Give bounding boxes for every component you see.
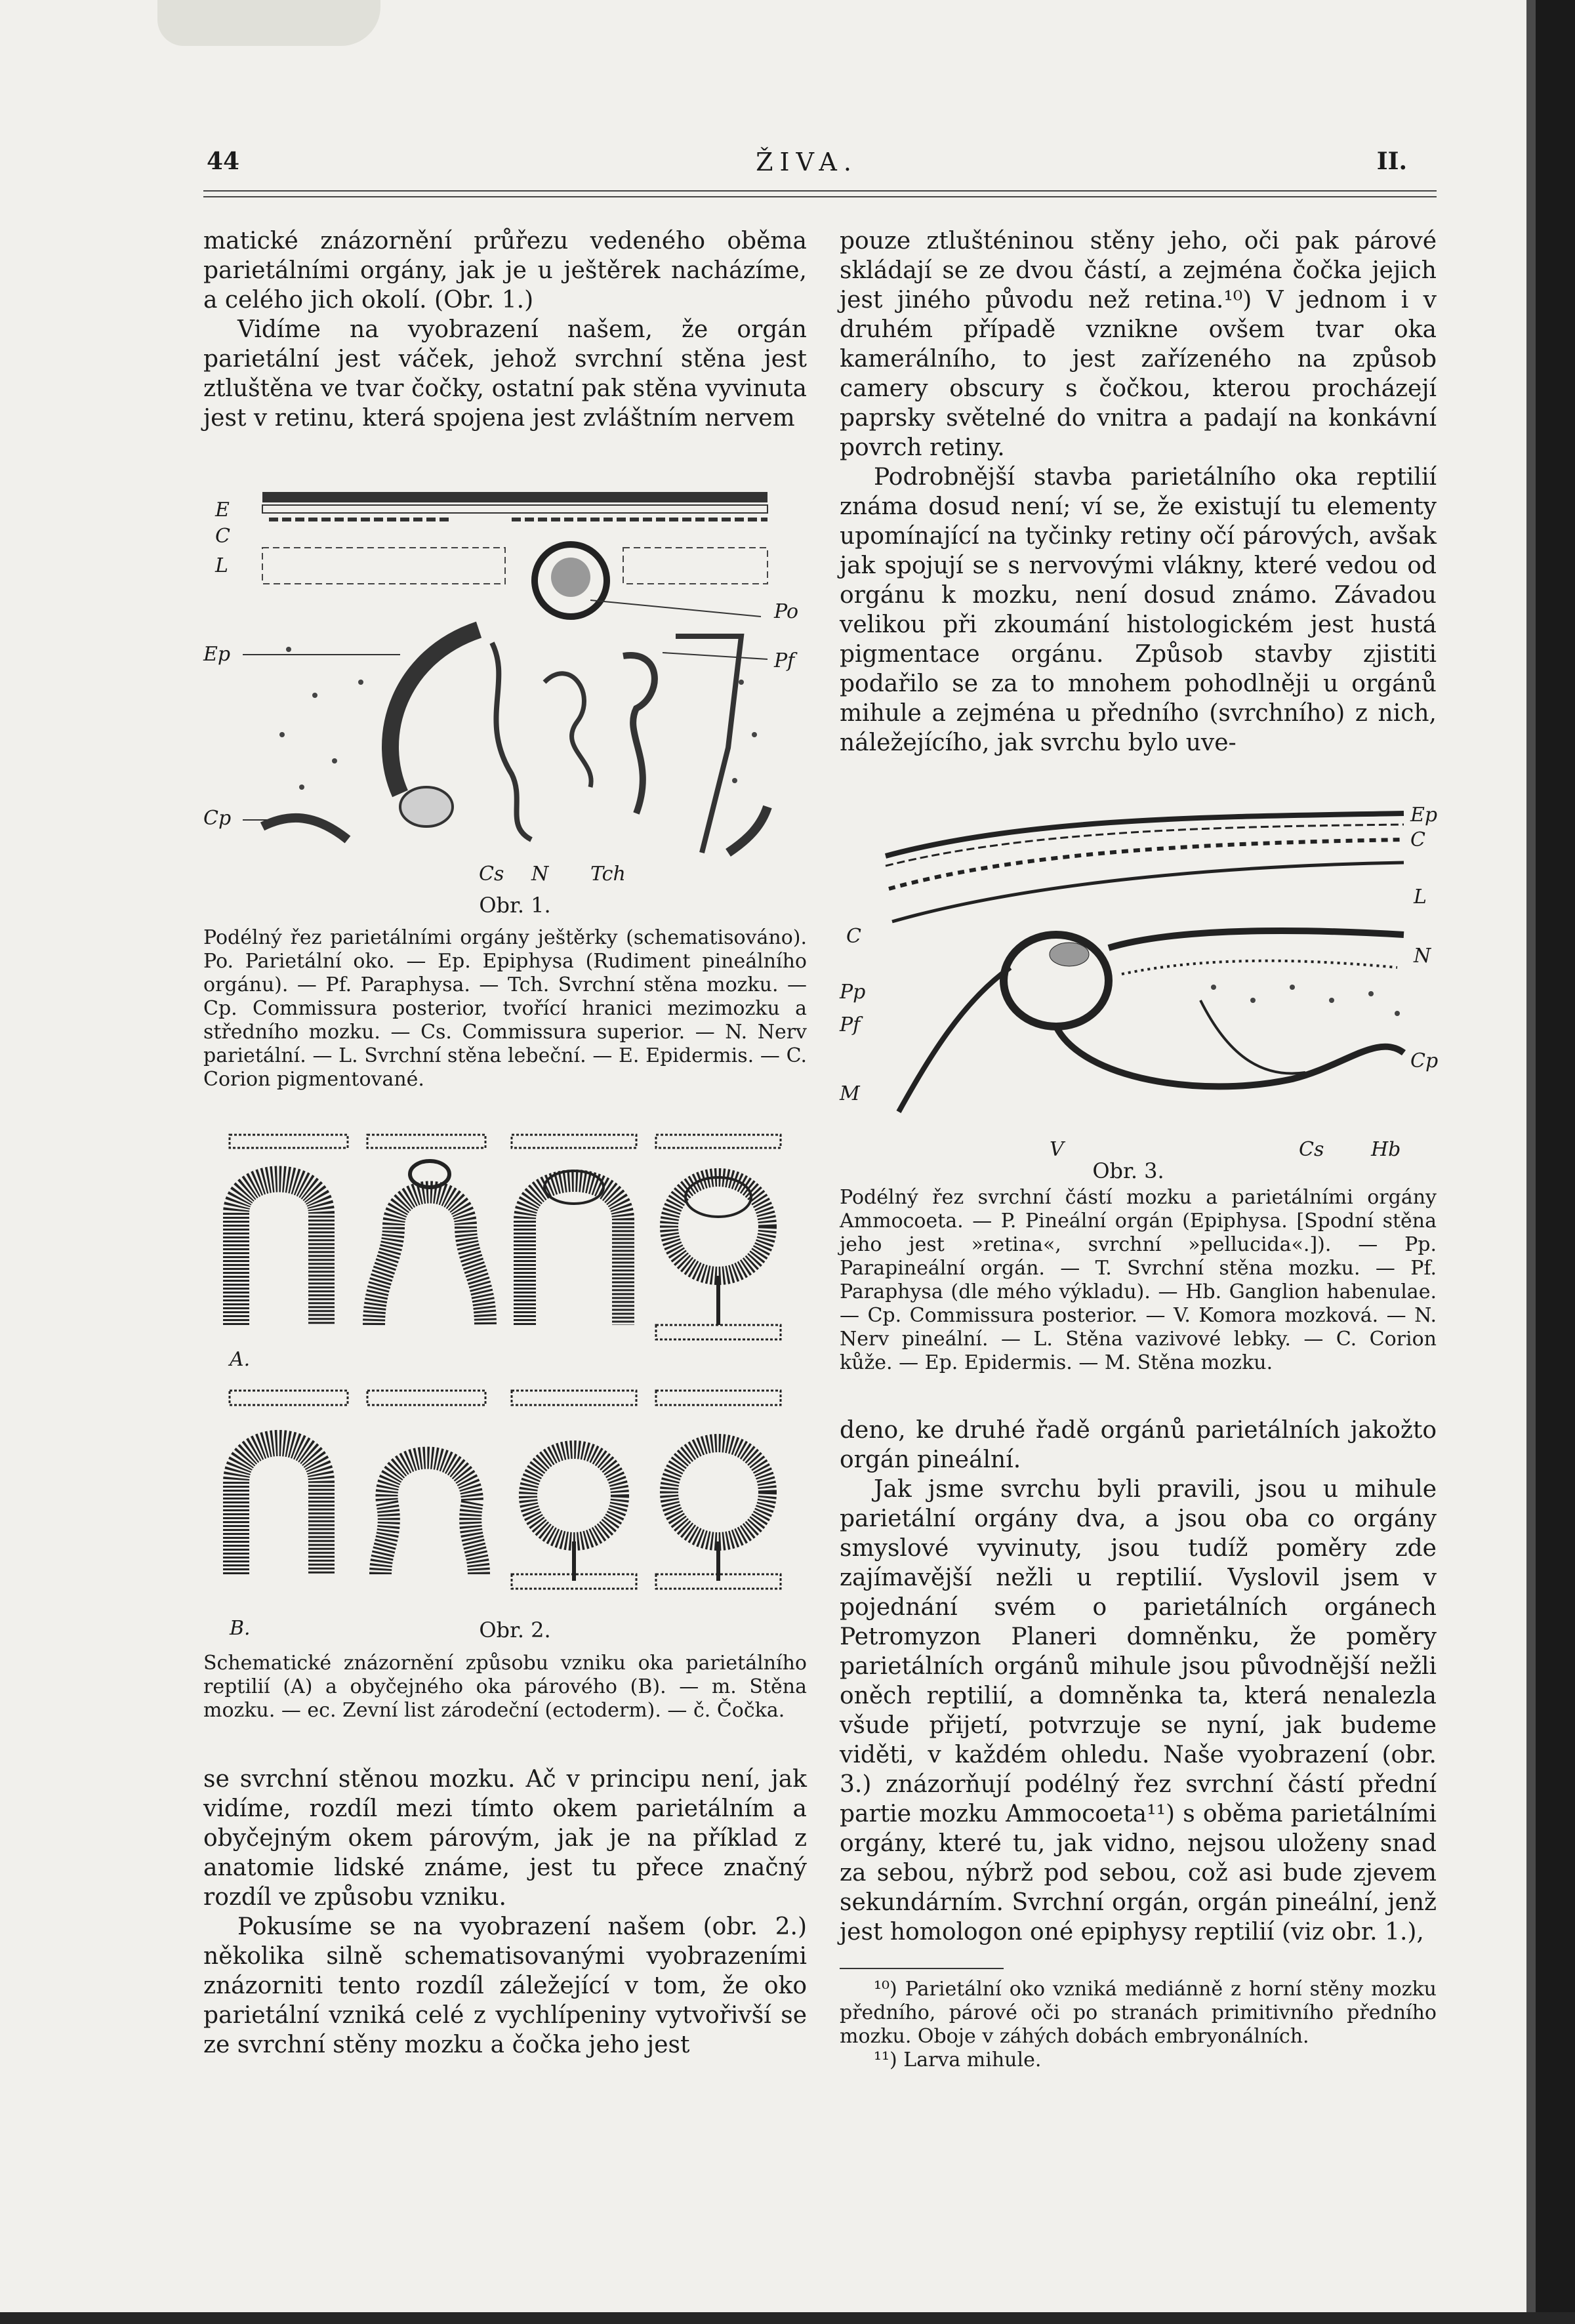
fig3-label-v: V — [1050, 1138, 1064, 1161]
running-header — [207, 148, 1407, 187]
fig2-label-b: B. — [230, 1617, 251, 1640]
footnotes — [840, 1978, 1437, 2072]
fig1-label-e: E — [215, 499, 230, 521]
fig1-label-l: L — [215, 554, 228, 577]
header-rule — [203, 190, 1437, 197]
fig3-label-l: L — [1414, 886, 1427, 908]
fig1-title: Obr. 1. — [479, 893, 551, 918]
fig3-label-pf: Pf — [840, 1013, 861, 1036]
figure-3 — [833, 804, 1456, 1184]
fig1-label-n: N — [531, 863, 549, 886]
fig3-label-hb: Hb — [1371, 1138, 1401, 1161]
fig3-title: Obr. 3. — [1092, 1158, 1164, 1183]
figure-2 — [203, 1128, 827, 1646]
scan-edge — [1536, 0, 1575, 2324]
paragraph: Pokusíme se na vyobrazení našem (obr. 2.) několika silně schematisovanými vyobrazeními znázorniti tento rozdíl záležející v tom, že oko parietální vzniká celé z vychlípeniny vytvořivší se ze svrchní stěny mozku a čočka jeho jest — [203, 1913, 807, 2058]
paragraph: Vidíme na vyobrazení našem, že orgán parietální jest váček, jehož svrchní stěna jest ztluštěna ve tvar čočky, ostatní pak stěna vyvinuta jest v retinu, která spojena jest zvláštním nervem — [203, 316, 807, 432]
fig2-caption: Schematické znázornění způsobu vzniku oka parietálního reptilií (A) a obyčejného oka párového (B). — m. Stěna mozku. — ec. Zevní list zárodeční (ectoderm). — č. Čočka. — [203, 1652, 807, 1722]
fig1-label-cs: Cs — [479, 863, 504, 886]
fig1-label-pf: Pf — [774, 649, 795, 672]
paragraph: Jak jsme svrchu byli pravili, jsou u mihule parietální orgány dva, a jsou oba co orgány smyslové vyvinuty, jsou tudíž poměry zde zajímavější nežli u reptilií. Vyslovil jsem v pojednání svém o parietálních orgánech Petromyzon Planeri domněnku, že poměry parietálních orgánů mihule jsou původnější nežli oněch reptilií, a domněnka ta, která nenalezla všude přijetí, potvrzuje se nyní, jak budeme viděti, v každém ohledu. Naše vyobrazení (obr. 3.) znázorňují podélný řez svrchní částí přední partie mozku Ammocoeta¹¹) s oběma parietálními orgány, které tu, jak vidno, nejsou uloženy snad za sebou, nýbrž pod sebou, což asi bude zjevem sekundárním. Svrchní orgán, orgán pineální, jenž jest homologon oné epiphysy reptilií (viz obr. 1.), — [840, 1476, 1437, 1946]
fig3-label-m: M — [840, 1082, 860, 1105]
fig3-label-pp: Pp — [840, 981, 866, 1004]
paragraph: deno, ke druhé řadě orgánů parietálních jakožto orgán pineální. — [840, 1417, 1437, 1473]
page-number: 44 — [207, 148, 240, 175]
fig3-label-ep: Ep — [1410, 804, 1438, 826]
fig1-label-tch: Tch — [590, 863, 626, 886]
figure-3-drawing — [833, 804, 1456, 1131]
fig3-label-cs: Cs — [1299, 1138, 1324, 1161]
scan-smudge — [157, 0, 380, 46]
figure-1-drawing — [203, 485, 827, 879]
scan-edge-inner — [1526, 0, 1536, 2324]
journal-title: ŽIVA. — [756, 148, 858, 176]
footnote-rule — [840, 1968, 1004, 1969]
fig3-label-n: N — [1414, 945, 1431, 968]
paragraph: matické znázornění průřezu vedeného oběma parietálními orgány, jak je u ještěrek nacházíme, a celého jich okolí. (Obr. 1.) — [203, 228, 807, 314]
fig3-label-c-right: C — [1410, 828, 1425, 851]
footnote-11: ¹¹) Larva mihule. — [874, 2049, 1042, 2071]
figure-1 — [203, 485, 827, 945]
fig2-label-a: A. — [230, 1348, 251, 1371]
fig1-caption: Podélný řez parietálními orgány ještěrky (schematisováno). Po. Parietální oko. — Ep. Epiphysa (Rudiment pineálního orgánu). — Pf. Paraphysa. — Tch. Svrchní stěna mozku. — Cp. Commissura posterior, tvořící hranici mezimozku a středního mozku. — Cs. Commissura superior. — N. Nerv parietální. — L. Svrchní stěna lebeční. — E. Epidermis. — C. Corion pigmentované. — [203, 926, 807, 1091]
fig1-label-cp: Cp — [203, 807, 232, 830]
fig3-label-c-left: C — [846, 925, 861, 948]
volume-number: II. — [1376, 148, 1407, 175]
scan-bottom-edge — [0, 2312, 1575, 2324]
right-column-top — [840, 226, 1437, 758]
right-column-bottom — [840, 1416, 1437, 1947]
fig1-label-po: Po — [774, 600, 799, 623]
fig3-caption: Podélný řez svrchní částí mozku a parietálními orgány Ammocoeta. — P. Pineální orgán (Epiphysa. [Spodní stěna jeho jest »retina«, svrchní »pellucida«.]). — Pp. Parapineální orgán. — T. Svrchní stěna mozku. — Pf. Paraphysa (dle mého výkladu). — Hb. Ganglion habenulae. — Cp. Commissura posterior. — V. Komora mozková. — N. Nerv pineální. — L. Stěna vazivové lebky. — C. Corion kůže. — Ep. Epidermis. — M. Stěna mozku. — [840, 1186, 1437, 1374]
paragraph: pouze ztlušténinou stěny jeho, oči pak párové skládají se ze dvou částí, a zejména čočka jejich jest jiného původu než retina.¹⁰) V jednom i v druhém případě vznikne ovšem tvar oka kamerálního, to jest zařízeného na způsob camery obscury s čočkou, kterou procházejí paprsky světelné do vnitra a padají na konkávní povrch retiny. — [840, 228, 1437, 461]
fig1-label-ep: Ep — [203, 643, 231, 666]
left-column-top — [203, 226, 807, 433]
paragraph: Podrobnější stavba parietálního oka reptilií známa dosud není; ví se, že existují tu elementy upomínající na tyčinky retiny očí párových, avšak jak spojují se s nervovými vlákny, které vedou od orgánu k mozku, není dosud známo. Závadou velikou při zkoumání histologickém jest hustá pigmentace orgánu. Způsob stavby zjistiti podařilo se za to mnohem pohodlněji u orgánů mihule a zejména u předního (svrchního) z nich, náležejícího, jak svrchu bylo uve- — [840, 464, 1437, 756]
figure-2-drawing — [203, 1128, 827, 1614]
fig2-title: Obr. 2. — [479, 1618, 551, 1642]
fig1-label-c: C — [215, 525, 230, 548]
paragraph: se svrchní stěnou mozku. Ač v principu není, jak vidíme, rozdíl mezi tímto okem parietálním a obyčejným okem párovým, jak je na příklad z anatomie lidské známe, jest tu přece značný rozdíl ve způsobu vzniku. — [203, 1766, 807, 1911]
fig3-label-cp: Cp — [1410, 1050, 1439, 1072]
left-column-bottom — [203, 1764, 807, 2060]
footnote-10: ¹⁰) Parietální oko vzniká mediánně z horní stěny mozku předního, párové oči po stranách primitivního předního mozku. Oboje v záhých dobách embryonálních. — [840, 1978, 1437, 2048]
